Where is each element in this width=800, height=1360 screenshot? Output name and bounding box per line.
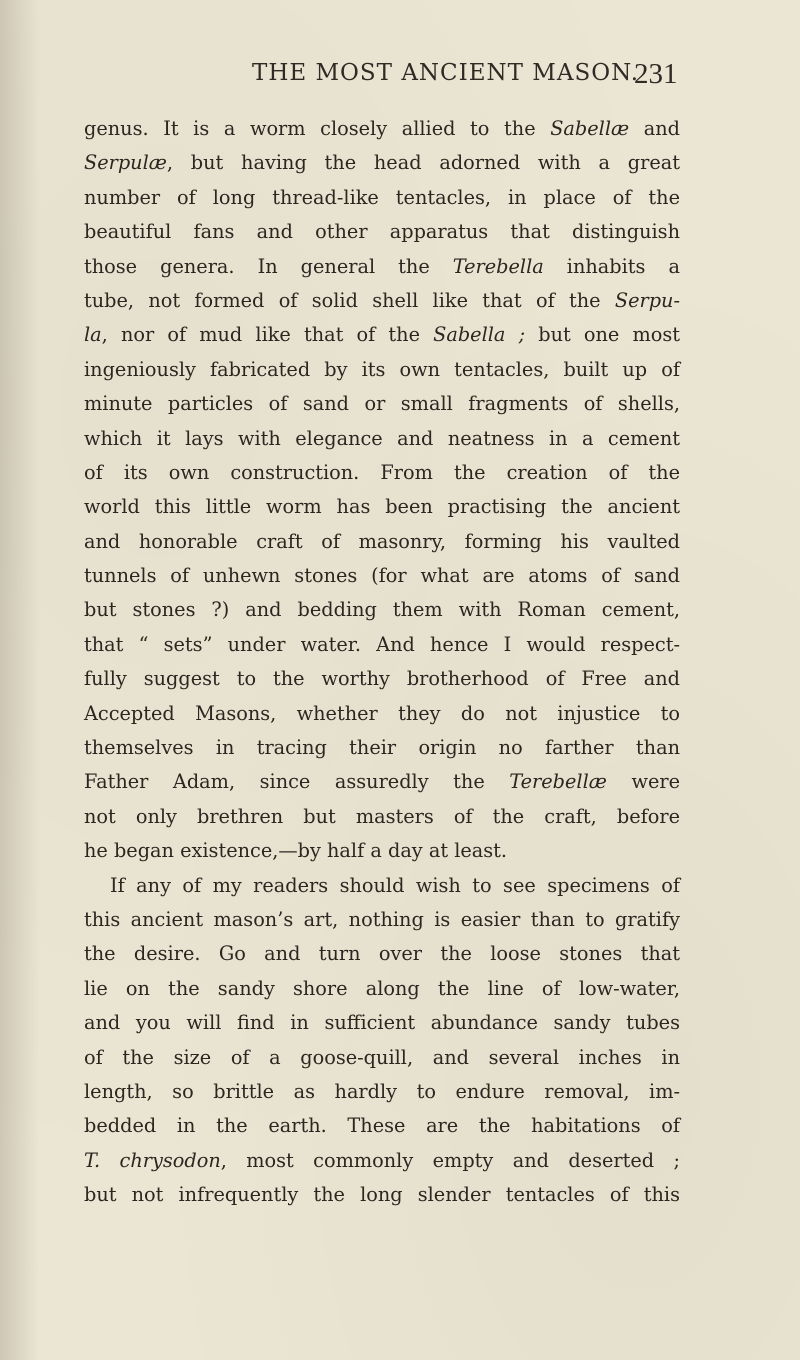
text-line: this ancient mason’s art, nothing is easier than to gratify: [84, 907, 680, 931]
text-line: beautiful fans and other apparatus that distinguish: [84, 220, 680, 244]
text-line: lie on the sandy shore along the line of low-water,: [84, 976, 680, 1000]
page-number: 231: [634, 58, 678, 90]
text-line: genus. It is a worm closely allied to the Sabellæ and: [84, 117, 680, 140]
text-line: tube, not formed of solid shell like that of the Serpu-: [84, 288, 680, 312]
running-head: [0, 60, 800, 96]
text-line: but not infrequently the long slender tentacles of this: [84, 1183, 680, 1207]
text-line: ingeniously fabricated by its own tentacles, built up of: [84, 357, 680, 381]
text-line: which it lays with elegance and neatness in a cement: [84, 426, 680, 450]
text-line: length, so brittle as hardly to endure removal, im-: [84, 1079, 680, 1103]
text-line: number of long thread-like tentacles, in place of the: [84, 185, 680, 209]
text-line: Father Adam, since assuredly the Terebellæ were: [84, 770, 680, 794]
text-line: world this little worm has been practising the ancient: [84, 495, 680, 519]
text-line: of the size of a goose-quill, and several inches in: [84, 1045, 680, 1069]
text-line: Serpulæ, but having the head adorned with a great: [84, 151, 680, 175]
paragraph-1: [84, 112, 680, 869]
text-line: but stones ?) and bedding them with Roman cement,: [84, 598, 680, 622]
text-line: T. chrysodon, most commonly empty and deserted ;: [84, 1148, 680, 1172]
text-line: If any of my readers should wish to see specimens of: [110, 873, 680, 897]
text-line: not only brethren but masters of the craft, before: [84, 804, 680, 828]
text-line: those genera. In general the Terebella inhabits a: [84, 254, 680, 278]
text-line: he began existence,—by half a day at least.: [84, 839, 508, 863]
text-line: tunnels of unhewn stones (for what are atoms of sand: [84, 564, 680, 588]
text-line: bedded in the earth. These are the habitations of: [84, 1114, 680, 1138]
text-line: minute particles of sand or small fragments of shells,: [84, 392, 680, 416]
text-line: and you will find in sufficient abundance sandy tubes: [84, 1011, 680, 1035]
text-line: that “ sets” under water. And hence I would respect-: [84, 632, 680, 656]
text-line: of its own construction. From the creation of the: [84, 460, 680, 484]
body-text: [84, 112, 680, 1213]
text-line: and honorable craft of masonry, forming his vaulted: [84, 529, 680, 553]
text-line: the desire. Go and turn over the loose stones that: [84, 942, 680, 966]
text-line: themselves in tracing their origin no farther than: [84, 736, 680, 760]
text-line: Accepted Masons, whether they do not injustice to: [84, 701, 680, 725]
text-line: fully suggest to the worthy brotherhood of Free and: [84, 667, 680, 691]
paragraph-2: [84, 869, 680, 1213]
page-edge-shadow: [0, 0, 40, 1360]
running-title: THE MOST ANCIENT MASON.: [252, 60, 640, 86]
text-line: la, nor of mud like that of the Sabella ; but one most: [84, 323, 680, 347]
